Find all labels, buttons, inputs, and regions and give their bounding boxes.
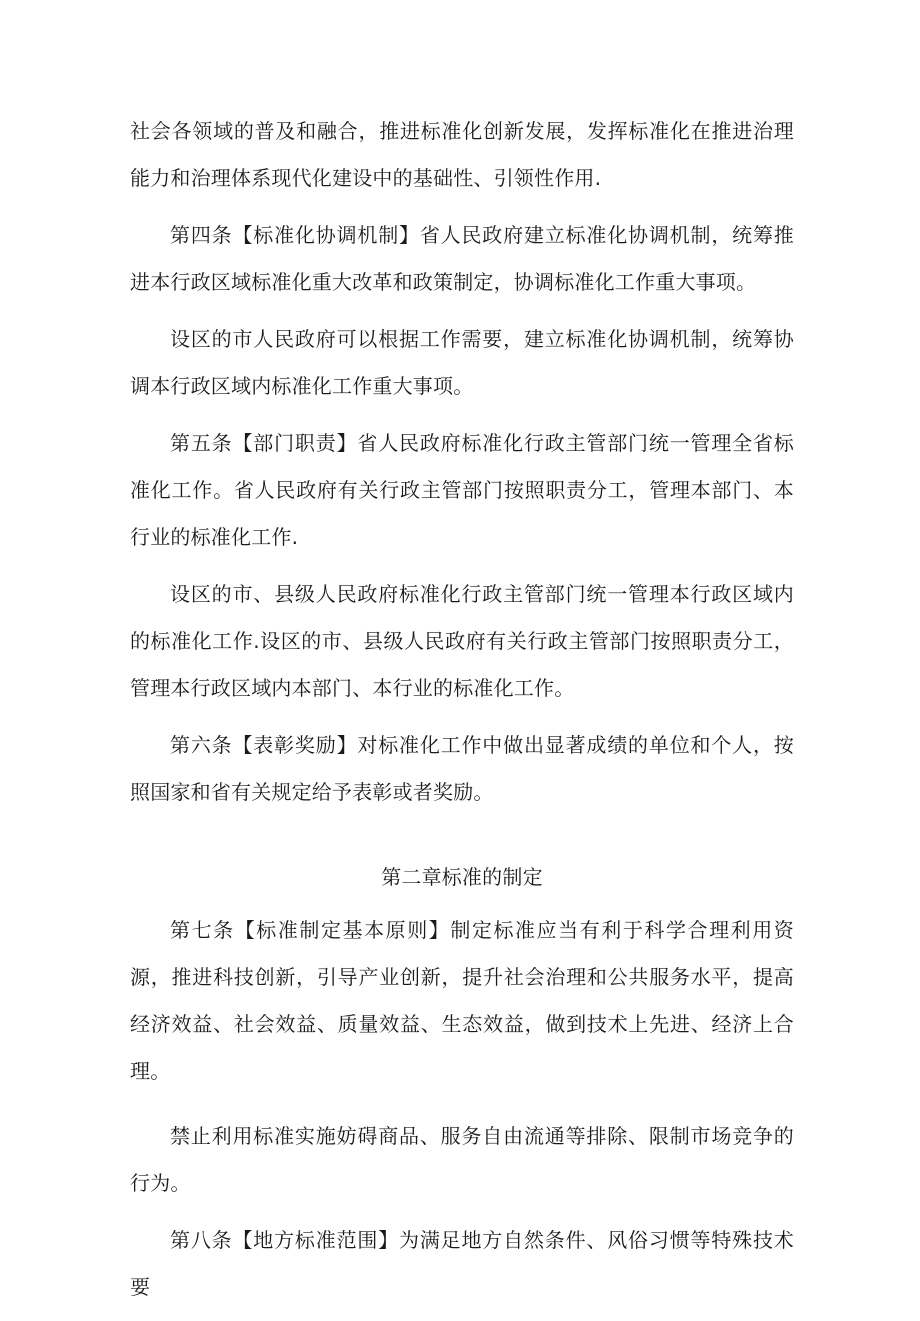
article-4-subparagraph: 设区的市人民政府可以根据工作需要，建立标准化协调机制，统筹协调本行政区域内标准化工作重大事项。 [130, 327, 794, 398]
article-7-paragraph: 第七条【标准制定基本原则】制定标准应当有利于科学合理利用资源，推进科技创新，引导产业创新，提升社会治理和公共服务水平，提高经济效益、社会效益、质量效益、生态效益，做到技术上先进、经济上合理。 [130, 918, 794, 1083]
article-5-paragraph: 第五条【部门职责】省人民政府标准化行政主管部门统一管理全省标准化工作。省人民政府有关行政主管部门按照职责分工，管理本部门、本行业的标准化工作. [130, 431, 794, 549]
article-4-paragraph: 第四条【标准化协调机制】省人民政府建立标准化协调机制，统筹推进本行政区域标准化重大改革和政策制定，协调标准化工作重大事项。 [130, 223, 794, 294]
chapter-title: 第二章标准的制定 [381, 865, 543, 889]
paragraph-continuation: 社会各领域的普及和融合，推进标准化创新发展，发挥标准化在推进治理能力和治理体系现代化建设中的基础性、引领性作用. [130, 119, 794, 190]
article-7-subparagraph: 禁止利用标准实施妨碍商品、服务自由流通等排除、限制市场竞争的行为。 [130, 1124, 794, 1195]
article-6-paragraph: 第六条【表彰奖励】对标准化工作中做出显著成绩的单位和个人，按照国家和省有关规定给予表彰或者奖励。 [130, 733, 794, 804]
article-5-subparagraph: 设区的市、县级人民政府标准化行政主管部门统一管理本行政区域内的标准化工作.设区的市、县级人民政府有关行政主管部门按照职责分工，管理本行政区域内本部门、本行业的标准化工作。 [130, 582, 794, 700]
article-8-paragraph: 第八条【地方标准范围】为满足地方自然条件、风俗习惯等特殊技术要 [130, 1228, 794, 1299]
document-body [130, 108, 794, 1321]
